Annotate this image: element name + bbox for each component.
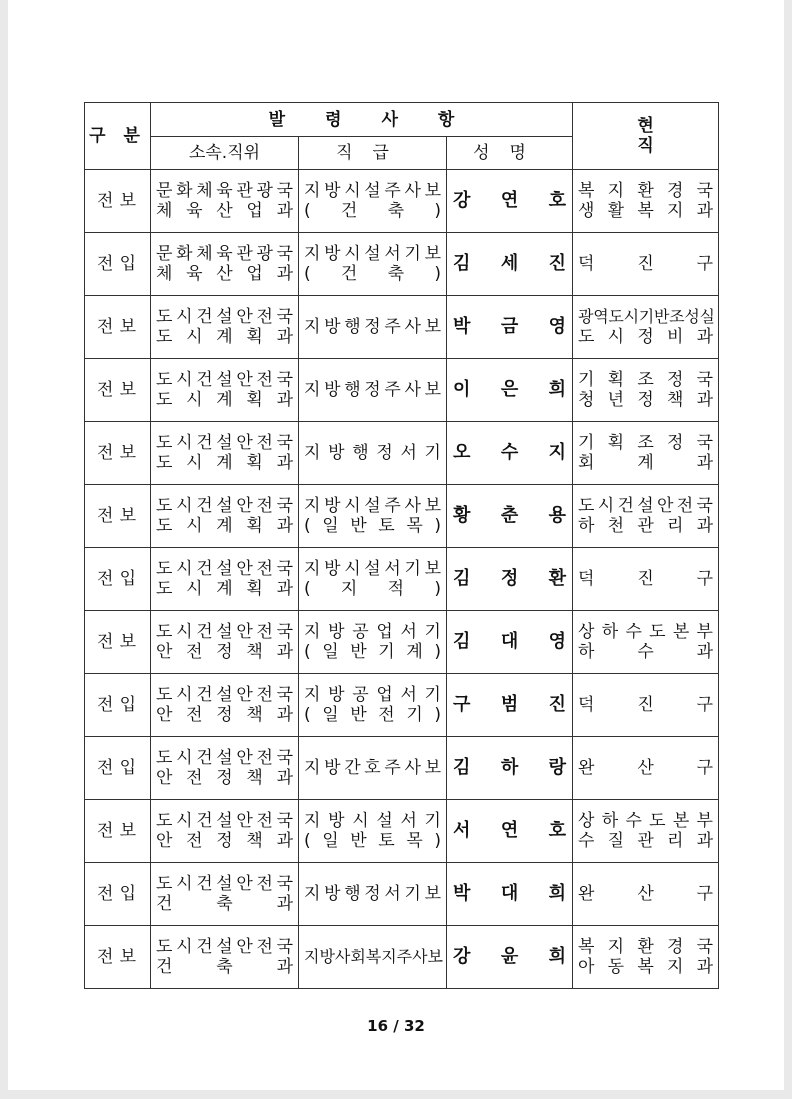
cell-name	[447, 926, 573, 989]
person-name: 이 은 희	[453, 379, 567, 400]
cell-gubun	[85, 800, 151, 863]
person-name: 서 연 호	[453, 820, 567, 841]
gubun-text: 전 보	[97, 947, 136, 967]
gubun-text: 전 보	[97, 191, 136, 211]
table-row	[85, 233, 719, 296]
cell-current	[573, 737, 719, 800]
affiliation-line1: 도 시 건 설 안 전 국	[156, 748, 293, 768]
grade-line1: 지 방 시 설 서 기 보	[304, 559, 441, 579]
cell-current	[573, 800, 719, 863]
current-line2: 하 수 과	[578, 642, 714, 662]
current-line2: 아 동 복 지 과	[578, 957, 714, 977]
affiliation-line2: 도 시 계 획 과	[156, 579, 293, 599]
grade-line2: ( 지 적 )	[304, 579, 441, 599]
table-row	[85, 296, 719, 359]
cell-gubun	[85, 485, 151, 548]
header-grade: 직급	[299, 137, 447, 170]
table-row	[85, 611, 719, 674]
gubun-text: 전 입	[97, 758, 136, 778]
gubun-text: 전 보	[97, 380, 136, 400]
person-name: 박 금 영	[453, 316, 567, 337]
current-line2: 하 천 관 리 과	[578, 516, 714, 536]
table-row	[85, 359, 719, 422]
table-row	[85, 863, 719, 926]
cell-current	[573, 359, 719, 422]
current-line1: 광 역 도 시 기 반 조 성 실	[578, 307, 713, 326]
cell-gubun	[85, 548, 151, 611]
cell-affiliation	[151, 233, 299, 296]
affiliation-line2: 체 육 산 업 과	[156, 264, 293, 284]
person-name: 박 대 희	[453, 883, 567, 904]
affiliation-line2: 건 축 과	[156, 957, 293, 977]
cell-name	[447, 170, 573, 233]
current-line2: 청 년 정 책 과	[578, 390, 714, 410]
person-name: 오 수 지	[453, 442, 567, 463]
grade-line1: 지 방 시 설 주 사 보	[304, 181, 441, 201]
cell-current	[573, 611, 719, 674]
affiliation-line1: 도 시 건 설 안 전 국	[156, 433, 293, 453]
current-line1: 완 산 구	[578, 884, 714, 904]
cell-current	[573, 296, 719, 359]
cell-grade	[299, 233, 447, 296]
affiliation-line2: 도 시 계 획 과	[156, 453, 293, 473]
grade-line1: 지 방 간 호 주 사 보	[304, 758, 441, 778]
grade-line2: ( 일 반 전 기 )	[304, 705, 441, 725]
current-line1: 기 획 조 정 국	[578, 433, 714, 453]
cell-gubun	[85, 926, 151, 989]
cell-grade	[299, 800, 447, 863]
gubun-text: 전 입	[97, 254, 136, 274]
current-line2: 생 활 복 지 과	[578, 201, 714, 221]
affiliation-line2: 안 전 정 책 과	[156, 831, 293, 851]
current-line1: 덕 진 구	[578, 254, 714, 274]
cell-affiliation	[151, 485, 299, 548]
cell-current	[573, 863, 719, 926]
cell-gubun	[85, 233, 151, 296]
affiliation-line1: 도 시 건 설 안 전 국	[156, 685, 293, 705]
gubun-text: 전 입	[97, 884, 136, 904]
personnel-table	[84, 102, 719, 989]
table-row	[85, 170, 719, 233]
current-line1: 기 획 조 정 국	[578, 370, 714, 390]
cell-name	[447, 737, 573, 800]
cell-gubun	[85, 863, 151, 926]
cell-grade	[299, 485, 447, 548]
cell-affiliation	[151, 422, 299, 485]
cell-name	[447, 296, 573, 359]
cell-affiliation	[151, 863, 299, 926]
cell-current	[573, 485, 719, 548]
cell-affiliation	[151, 359, 299, 422]
affiliation-line1: 도 시 건 설 안 전 국	[156, 622, 293, 642]
affiliation-line1: 도 시 건 설 안 전 국	[156, 496, 293, 516]
cell-current	[573, 926, 719, 989]
cell-gubun	[85, 170, 151, 233]
gubun-text: 전 입	[97, 569, 136, 589]
affiliation-line1: 도 시 건 설 안 전 국	[156, 811, 293, 831]
cell-name	[447, 674, 573, 737]
cell-affiliation	[151, 926, 299, 989]
grade-line1: 지 방 행 정 주 사 보	[304, 317, 441, 337]
grade-line2: ( 건 축 )	[304, 264, 441, 284]
current-line1: 도 시 건 설 안 전 국	[578, 496, 713, 516]
affiliation-line2: 안 전 정 책 과	[156, 642, 293, 662]
cell-current	[573, 548, 719, 611]
cell-name	[447, 611, 573, 674]
cell-current	[573, 170, 719, 233]
cell-grade	[299, 422, 447, 485]
affiliation-line2: 도 시 계 획 과	[156, 516, 293, 536]
header-gubun: 구 분	[85, 103, 151, 170]
person-name: 김 하 랑	[453, 757, 567, 778]
affiliation-line1: 도 시 건 설 안 전 국	[156, 370, 293, 390]
affiliation-line1: 도 시 건 설 안 전 국	[156, 874, 293, 894]
person-name: 김 대 영	[453, 631, 567, 652]
cell-grade	[299, 926, 447, 989]
table-row	[85, 737, 719, 800]
affiliation-line2: 건 축 과	[156, 894, 293, 914]
cell-current	[573, 233, 719, 296]
cell-grade	[299, 170, 447, 233]
affiliation-line1: 도 시 건 설 안 전 국	[156, 559, 293, 579]
person-name: 황 춘 용	[453, 505, 567, 526]
cell-grade	[299, 737, 447, 800]
cell-name	[447, 359, 573, 422]
person-name: 구 범 진	[453, 694, 567, 715]
table-row	[85, 485, 719, 548]
cell-gubun	[85, 359, 151, 422]
grade-line2: ( 건 축 )	[304, 201, 441, 221]
grade-line1: 지 방 사 회 복 지 주 사 보	[304, 947, 441, 966]
cell-name	[447, 485, 573, 548]
table-row	[85, 800, 719, 863]
current-line1: 복 지 환 경 국	[578, 937, 714, 957]
grade-line1: 지 방 시 설 주 사 보	[304, 496, 441, 516]
affiliation-line1: 도 시 건 설 안 전 국	[156, 937, 293, 957]
affiliation-line2: 안 전 정 책 과	[156, 705, 293, 725]
current-line1: 완 산 구	[578, 758, 714, 778]
affiliation-line2: 체 육 산 업 과	[156, 201, 293, 221]
cell-grade	[299, 674, 447, 737]
page-number: 16 / 32	[367, 1017, 425, 1035]
grade-line1: 지 방 시 설 서 기	[304, 811, 441, 831]
header-name: 성명	[447, 137, 573, 170]
grade-line2: ( 일 반 기 계 )	[304, 642, 441, 662]
current-line1: 덕 진 구	[578, 695, 714, 715]
cell-gubun	[85, 737, 151, 800]
cell-affiliation	[151, 170, 299, 233]
affiliation-line1: 문 화 체 육 관 광 국	[156, 244, 293, 264]
cell-gubun	[85, 674, 151, 737]
cell-name	[447, 800, 573, 863]
cell-gubun	[85, 296, 151, 359]
person-name: 강 연 호	[453, 190, 567, 211]
person-name: 김 세 진	[453, 253, 567, 274]
gubun-text: 전 보	[97, 443, 136, 463]
gubun-text: 전 보	[97, 506, 136, 526]
grade-line1: 지 방 공 업 서 기	[304, 622, 441, 642]
cell-grade	[299, 296, 447, 359]
cell-gubun	[85, 422, 151, 485]
table-row	[85, 926, 719, 989]
current-line1: 상 하 수 도 본 부	[578, 811, 713, 831]
person-name: 김 정 환	[453, 568, 567, 589]
grade-line1: 지 방 행 정 서 기 보	[304, 884, 441, 904]
gubun-text: 전 보	[97, 821, 136, 841]
cell-grade	[299, 548, 447, 611]
current-line1: 복 지 환 경 국	[578, 181, 714, 201]
cell-name	[447, 863, 573, 926]
header-affiliation: 소속.직위	[151, 137, 299, 170]
table-row	[85, 422, 719, 485]
current-line2: 도 시 정 비 과	[578, 327, 714, 347]
cell-affiliation	[151, 800, 299, 863]
cell-affiliation	[151, 674, 299, 737]
header-current: 현직	[573, 103, 719, 170]
cell-name	[447, 548, 573, 611]
affiliation-line2: 도 시 계 획 과	[156, 327, 293, 347]
cell-current	[573, 674, 719, 737]
affiliation-line2: 도 시 계 획 과	[156, 390, 293, 410]
table-row	[85, 674, 719, 737]
affiliation-line2: 안 전 정 책 과	[156, 768, 293, 788]
cell-affiliation	[151, 611, 299, 674]
cell-current	[573, 422, 719, 485]
grade-line2: ( 일 반 토 목 )	[304, 516, 441, 536]
cell-grade	[299, 863, 447, 926]
person-name: 강 윤 희	[453, 946, 567, 967]
grade-line1: 지 방 공 업 서 기	[304, 685, 441, 705]
cell-grade	[299, 611, 447, 674]
grade-line1: 지 방 행 정 주 사 보	[304, 380, 441, 400]
grade-line2: ( 일 반 토 목 )	[304, 831, 441, 851]
gubun-text: 전 보	[97, 632, 136, 652]
current-line2: 회 계 과	[578, 453, 714, 473]
grade-line1: 지 방 시 설 서 기 보	[304, 244, 441, 264]
affiliation-line1: 문 화 체 육 관 광 국	[156, 181, 293, 201]
cell-affiliation	[151, 296, 299, 359]
cell-affiliation	[151, 737, 299, 800]
affiliation-line1: 도 시 건 설 안 전 국	[156, 307, 293, 327]
current-line1: 상 하 수 도 본 부	[578, 622, 713, 642]
grade-line1: 지 방 행 정 서 기	[304, 443, 441, 463]
current-line2: 수 질 관 리 과	[578, 831, 714, 851]
cell-name	[447, 233, 573, 296]
gubun-text: 전 보	[97, 317, 136, 337]
cell-grade	[299, 359, 447, 422]
header-issue-group: 발령사항	[151, 103, 573, 137]
current-line1: 덕 진 구	[578, 569, 714, 589]
cell-gubun	[85, 611, 151, 674]
table-row	[85, 548, 719, 611]
gubun-text: 전 입	[97, 695, 136, 715]
cell-affiliation	[151, 548, 299, 611]
cell-name	[447, 422, 573, 485]
